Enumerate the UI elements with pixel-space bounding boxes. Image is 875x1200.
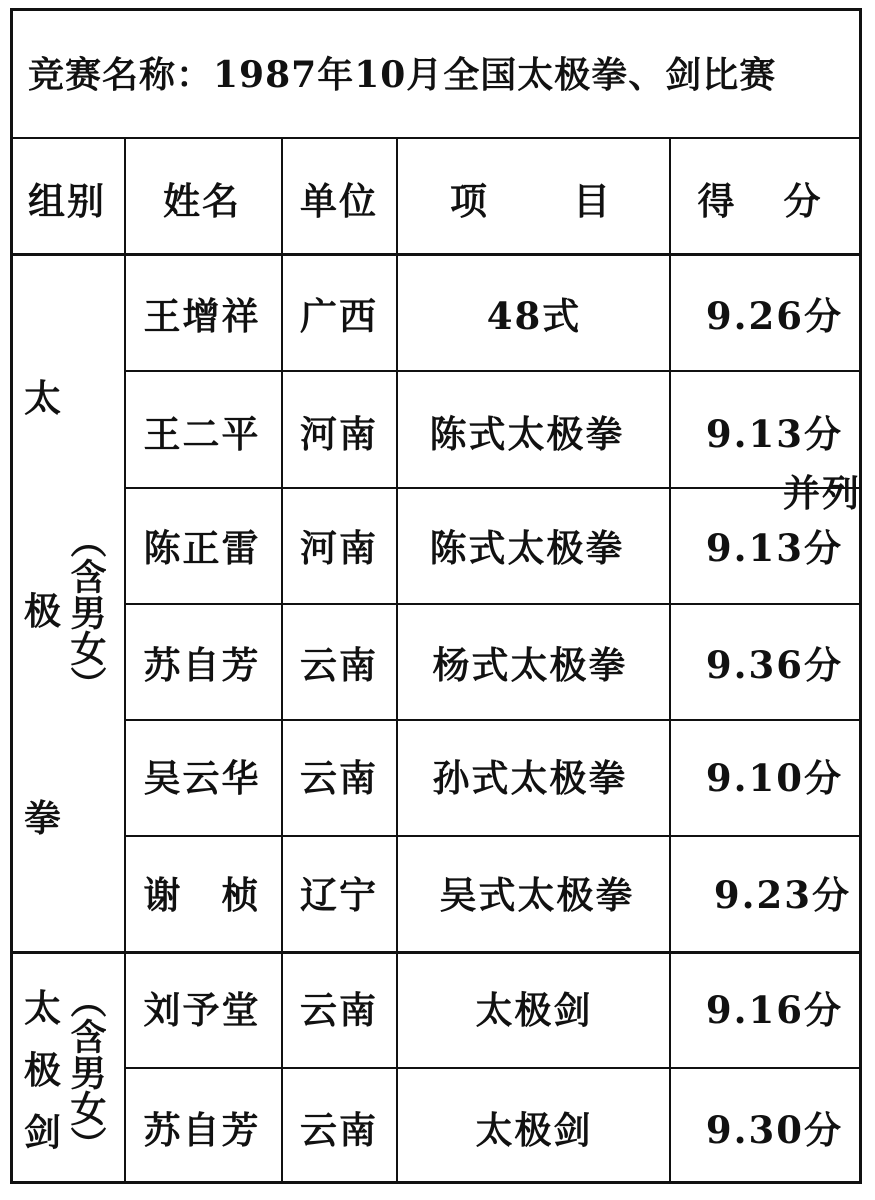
row-divider (124, 370, 862, 372)
cell-score: 9.36分 (705, 643, 843, 687)
cell-score: 9.10分 (705, 756, 843, 800)
cell-event: 太极剑 (475, 1108, 593, 1152)
header-event: 项 目 (450, 179, 614, 223)
column-divider (396, 138, 398, 1183)
cell-name: 陈正雷 (143, 526, 261, 570)
cell-name: 吴云华 (143, 756, 261, 800)
row-divider (124, 487, 862, 489)
cell-unit: 云南 (300, 756, 378, 800)
title-divider (10, 137, 862, 139)
cell-unit: 辽宁 (300, 873, 378, 917)
cell-unit: 河南 (300, 526, 378, 570)
column-divider (124, 138, 126, 1183)
cell-event: 太极剑 (475, 988, 593, 1032)
row-divider (124, 603, 862, 605)
table-border-bottom (10, 1181, 862, 1184)
group-label-char: 太 (24, 986, 63, 1030)
group-label-char: 拳 (24, 796, 63, 840)
row-divider (124, 1067, 862, 1069)
group-sub-label: （含男女） (65, 522, 107, 702)
cell-name: 苏自芳 (143, 1108, 261, 1152)
cell-score: 9.16分 (705, 988, 843, 1032)
header-name: 姓名 (163, 179, 241, 223)
table-border-left (10, 8, 13, 1184)
header-unit: 单位 (300, 179, 378, 223)
group-sub-label: （含男女） (65, 982, 107, 1162)
cell-event: 杨式太极拳 (432, 643, 628, 687)
group-label-char: 剑 (24, 1110, 63, 1154)
group-label-char: 极 (24, 1048, 63, 1092)
cell-event: 陈式太极拳 (429, 526, 625, 570)
header-score: 得 分 (697, 179, 827, 223)
header-divider (10, 253, 862, 256)
cell-event: 48式 (486, 294, 582, 338)
cell-unit: 广西 (300, 294, 378, 338)
cell-unit: 河南 (300, 412, 378, 456)
column-divider (669, 138, 671, 1183)
table-border-right (859, 8, 862, 1184)
cell-name: 苏自芳 (143, 643, 261, 687)
group-divider (10, 951, 862, 954)
cell-score: 9.30分 (705, 1108, 843, 1152)
cell-score: 9.13分 (705, 412, 843, 456)
group-label-char: 太 (24, 376, 63, 420)
cell-event: 陈式太极拳 (429, 412, 625, 456)
tie-note: 并列 (783, 471, 861, 515)
cell-unit: 云南 (300, 988, 378, 1032)
table-border-top (10, 8, 862, 11)
table-title: 竞赛名称：1987年10月全国太极拳、剑比赛 (28, 54, 777, 96)
cell-score: 9.26分 (705, 294, 843, 338)
column-divider (281, 138, 283, 1183)
cell-name: 王二平 (143, 412, 261, 456)
row-divider (124, 835, 862, 837)
row-divider (124, 719, 862, 721)
cell-event: 孙式太极拳 (432, 756, 628, 800)
cell-event: 吴式太极拳 (439, 873, 635, 917)
cell-name: 谢 桢 (143, 873, 261, 917)
cell-name: 王增祥 (143, 294, 261, 338)
cell-score: 9.23分 (713, 873, 851, 917)
cell-score: 9.13分 (705, 526, 843, 570)
cell-name: 刘予堂 (143, 988, 261, 1032)
cell-unit: 云南 (300, 643, 378, 687)
cell-unit: 云南 (300, 1108, 378, 1152)
group-label-char: 极 (24, 589, 63, 633)
header-group: 组别 (28, 179, 106, 223)
